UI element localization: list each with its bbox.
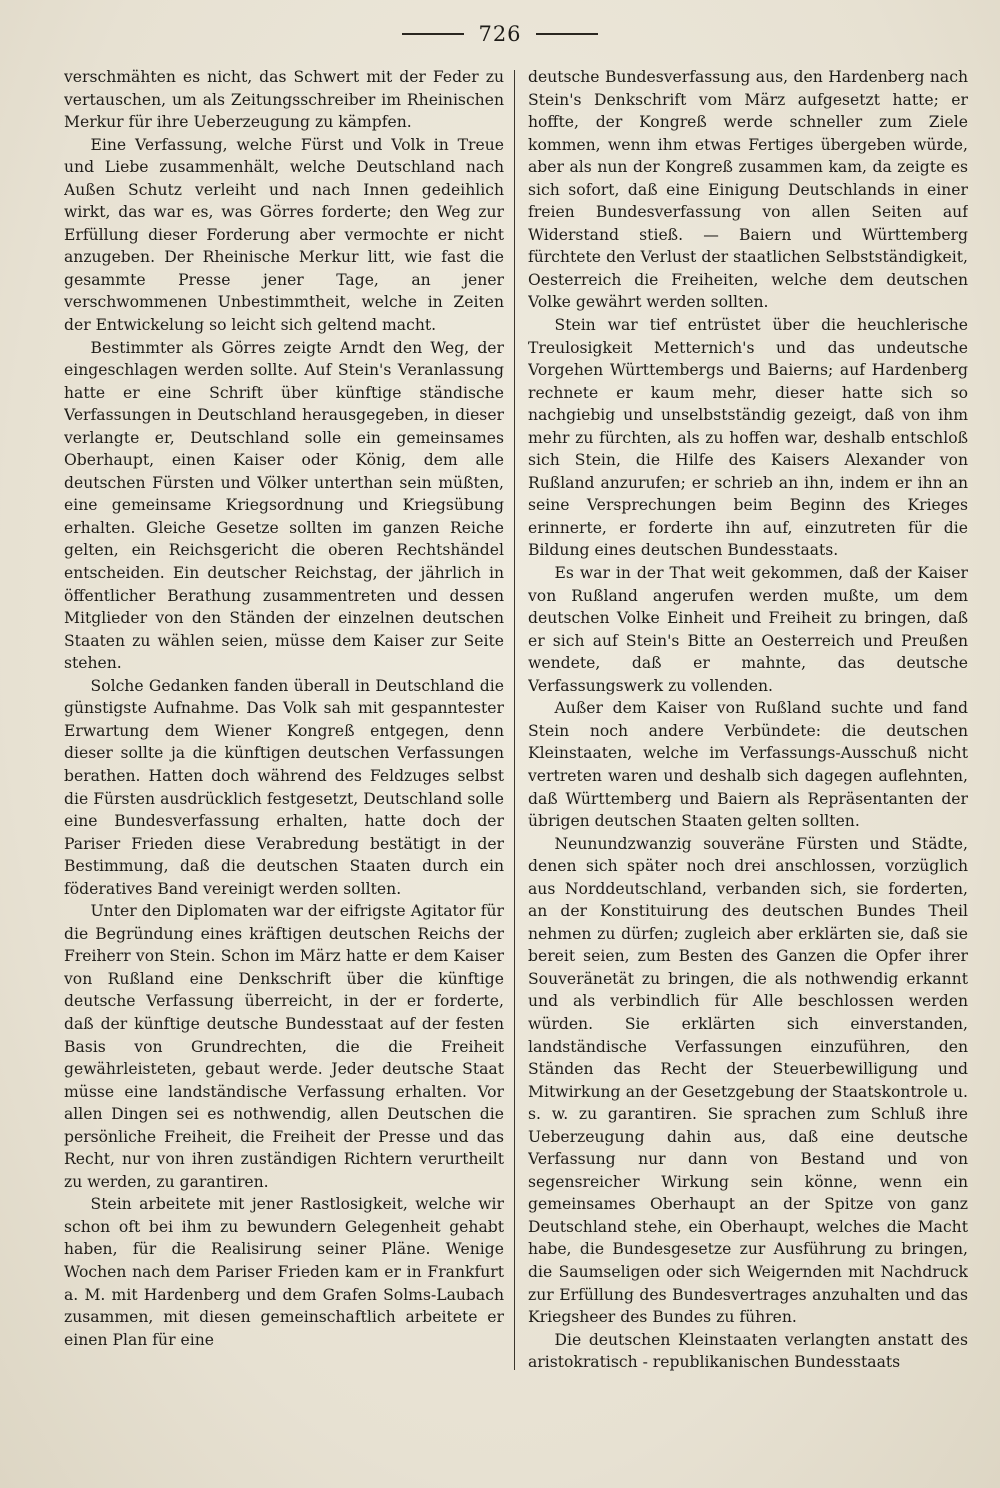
- page-number: 726: [478, 22, 522, 46]
- paragraph: Eine Verfassung, welche Fürst und Volk in Treue und Liebe zusammenhält, welche Deutschland nach Außen Schutz verleiht und nach Innen gedeihlich wirkt, das war es, was Görres forderte; den Weg zur Erfüllung dieser Forderung aber vermochte er nicht anzugeben. Der Rheinische Merkur litt, wie fast die gesammte Presse jener Tage, an jener verschwommenen Unbestimmtheit, welche in Zeiten der Entwickelung so leicht sich geltend macht.: [64, 135, 504, 335]
- paragraph: Unter den Diplomaten war der eifrigste Agitator für die Begründung eines kräftigen deutschen Reichs der Freiherr von Stein. Schon im März hatte er dem Kaiser von Rußland eine Denkschrift über die künftige deutsche Verfassung überreicht, in der er forderte, daß der künftige deutsche Bundesstaat auf der festen Basis von Grundrechten, die die Freiheit gewährleisteten, gebaut werde. Jeder deutsche Staat müsse eine landständische Verfassung erhalten. Vor allen Dingen sei es nothwendig, allen Deutschen die persönliche Freiheit, die Freiheit der Presse und das Recht, nur von ihren zuständigen Richtern verurtheilt zu werden, zu garantiren.: [64, 902, 504, 1191]
- right-column: [528, 66, 968, 1466]
- paragraph: Solche Gedanken fanden überall in Deutschland die günstigste Aufnahme. Das Volk sah mit gespanntester Erwartung dem Wiener Kongreß entgegen, denn dieser sollte ja die künftigen deutschen Verfassungen berathen. Hatten doch während des Feldzuges selbst die Fürsten ausdrücklich festgesetzt, Deutschland solle eine Bundesverfassung erhalten, hatte doch der Pariser Frieden diese Verabredung bestätigt in der Bestimmung, daß die deutschen Staaten durch ein föderatives Band vereinigt werden sollten.: [64, 676, 504, 898]
- paragraph: Bestimmter als Görres zeigte Arndt den Weg, der eingeschlagen werden sollte. Auf Stein's Veranlassung hatte er eine Schrift über künftige ständische Verfassungen in Deutschland herausgegeben, in dieser verlangte er, Deutschland solle ein gemeinsames Oberhaupt, einen Kaiser oder König, dem alle deutschen Fürsten und Völker unterthan sein müßten, eine gemeinsame Kriegsordnung und Kriegsübung erhalten. Gleiche Gesetze sollten im ganzen Reiche gelten, ein Reichsgericht die oberen Rechtshändel entscheiden. Ein deutscher Reichstag, der jährlich in öffentlicher Berathung zusammentreten und dessen Mitglieder von den Ständen der einzelnen deutschen Staaten zu wählen seien, müsse dem Kaiser zur Seite stehen.: [64, 338, 504, 673]
- paragraph: Stein arbeitete mit jener Rastlosigkeit, welche wir schon oft bei ihm zu bewundern Gelegenheit gehabt haben, für die Realisirung seiner Pläne. Wenige Wochen nach dem Pariser Frieden kam er in Frankfurt a. M. mit Hardenberg und dem Grafen Solms-Laubach zusammen, mit diesen gemeinschaftlich arbeitete er einen Plan für eine: [64, 1195, 504, 1349]
- paragraph: verschmähten es nicht, das Schwert mit der Feder zu vertauschen, um als Zeitungsschreiber im Rheinischen Merkur für ihre Ueberzeugung zu kämpfen.: [64, 68, 504, 132]
- paragraph: Außer dem Kaiser von Rußland suchte und fand Stein noch andere Verbündete: die deutschen Kleinstaaten, welche im Verfassungs-Ausschuß nicht vertreten waren und deshalb sich dagegen auflehnten, daß Württemberg und Baiern als Repräsentanten der übrigen deutschen Staaten gelten sollten.: [528, 699, 968, 831]
- left-column: [64, 66, 504, 1466]
- paragraph: Neunundzwanzig souveräne Fürsten und Städte, denen sich später noch drei anschlossen, vorzüglich aus Norddeutschland, verbanden sich, sie forderten, an der Konstituirung des deutschen Bundes Theil nehmen zu dürfen; zugleich aber erklärten sie, daß sie bereit seien, zum Besten des Ganzen die Opfer ihrer Souveränetät zu bringen, die als nothwendig erkannt und als verbindlich für Alle beschlossen werden würden. Sie erklärten sich einverstanden, landständische Verfassungen einzuführen, den Ständen das Recht der Steuerbewilligung und Mitwirkung an der Gesetzgebung der Staatskontrole u. s. w. zu garantiren. Sie sprachen zum Schluß ihre Ueberzeugung dahin aus, daß eine deutsche Verfassung nur dann von Bestand und von segensreicher Wirkung sein könne, wenn ein gemeinsames Oberhaupt an der Spitze von ganz Deutschland stehe, ein Oberhaupt, welches die Macht habe, die Bundesgesetze zur Ausführung zu bringen, die Saumseligen oder sich Weigernden mit Nachdruck zur Erfüllung des Bundesvertrages anzuhalten und das Kriegsheer des Bundes zu führen.: [528, 834, 968, 1327]
- paragraph: deutsche Bundesverfassung aus, den Hardenberg nach Stein's Denkschrift vom März aufgesetzt hatte; er hoffte, der Kongreß werde schneller zum Ziele kommen, wenn ihm etwas Fertiges übergeben würde, aber als nun der Kongreß zusammen kam, da zeigte es sich sofort, daß eine Einigung Deutschlands in einer freien Bundesverfassung von allen Seiten auf Widerstand stieß. — Baiern und Württemberg fürchtete den Verlust der staatlichen Selbstständigkeit, Oesterreich die Freiheiten, welche dem deutschen Volke gewährt werden sollten.: [528, 68, 968, 312]
- header-rule-right: [536, 33, 598, 35]
- paragraph: Es war in der That weit gekommen, daß der Kaiser von Rußland angerufen werden mußte, um dem deutschen Volke Einheit und Freiheit zu bringen, daß er sich auf Stein's Bitte an Oesterreich und Preußen wendete, daß er mahnte, das deutsche Verfassungswerk zu vollenden.: [528, 564, 968, 695]
- paragraph: Stein war tief entrüstet über die heuchlerische Treulosigkeit Metternich's und das undeutsche Vorgehen Württembergs und Baierns; auf Hardenberg rechnete er kaum mehr, dieser hatte sich so nachgiebig und unselbstständig gezeigt, daß von ihm mehr zu fürchten, als zu hoffen war, deshalb entschloß sich Stein, die Hilfe des Kaisers Alexander von Rußland anzurufen; er schrieb an ihn, indem er ihn an seine Versprechungen beim Beginn des Krieges erinnerte, er forderte ihn auf, einzutreten für die Bildung eines deutschen Bundesstaats.: [528, 316, 968, 560]
- page-header: [0, 22, 1000, 46]
- paragraph: Die deutschen Kleinstaaten verlangten anstatt des aristokratisch - republikanischen Bundesstaats: [528, 1330, 968, 1372]
- column-divider: [514, 70, 515, 1370]
- header-rule-left: [402, 33, 464, 35]
